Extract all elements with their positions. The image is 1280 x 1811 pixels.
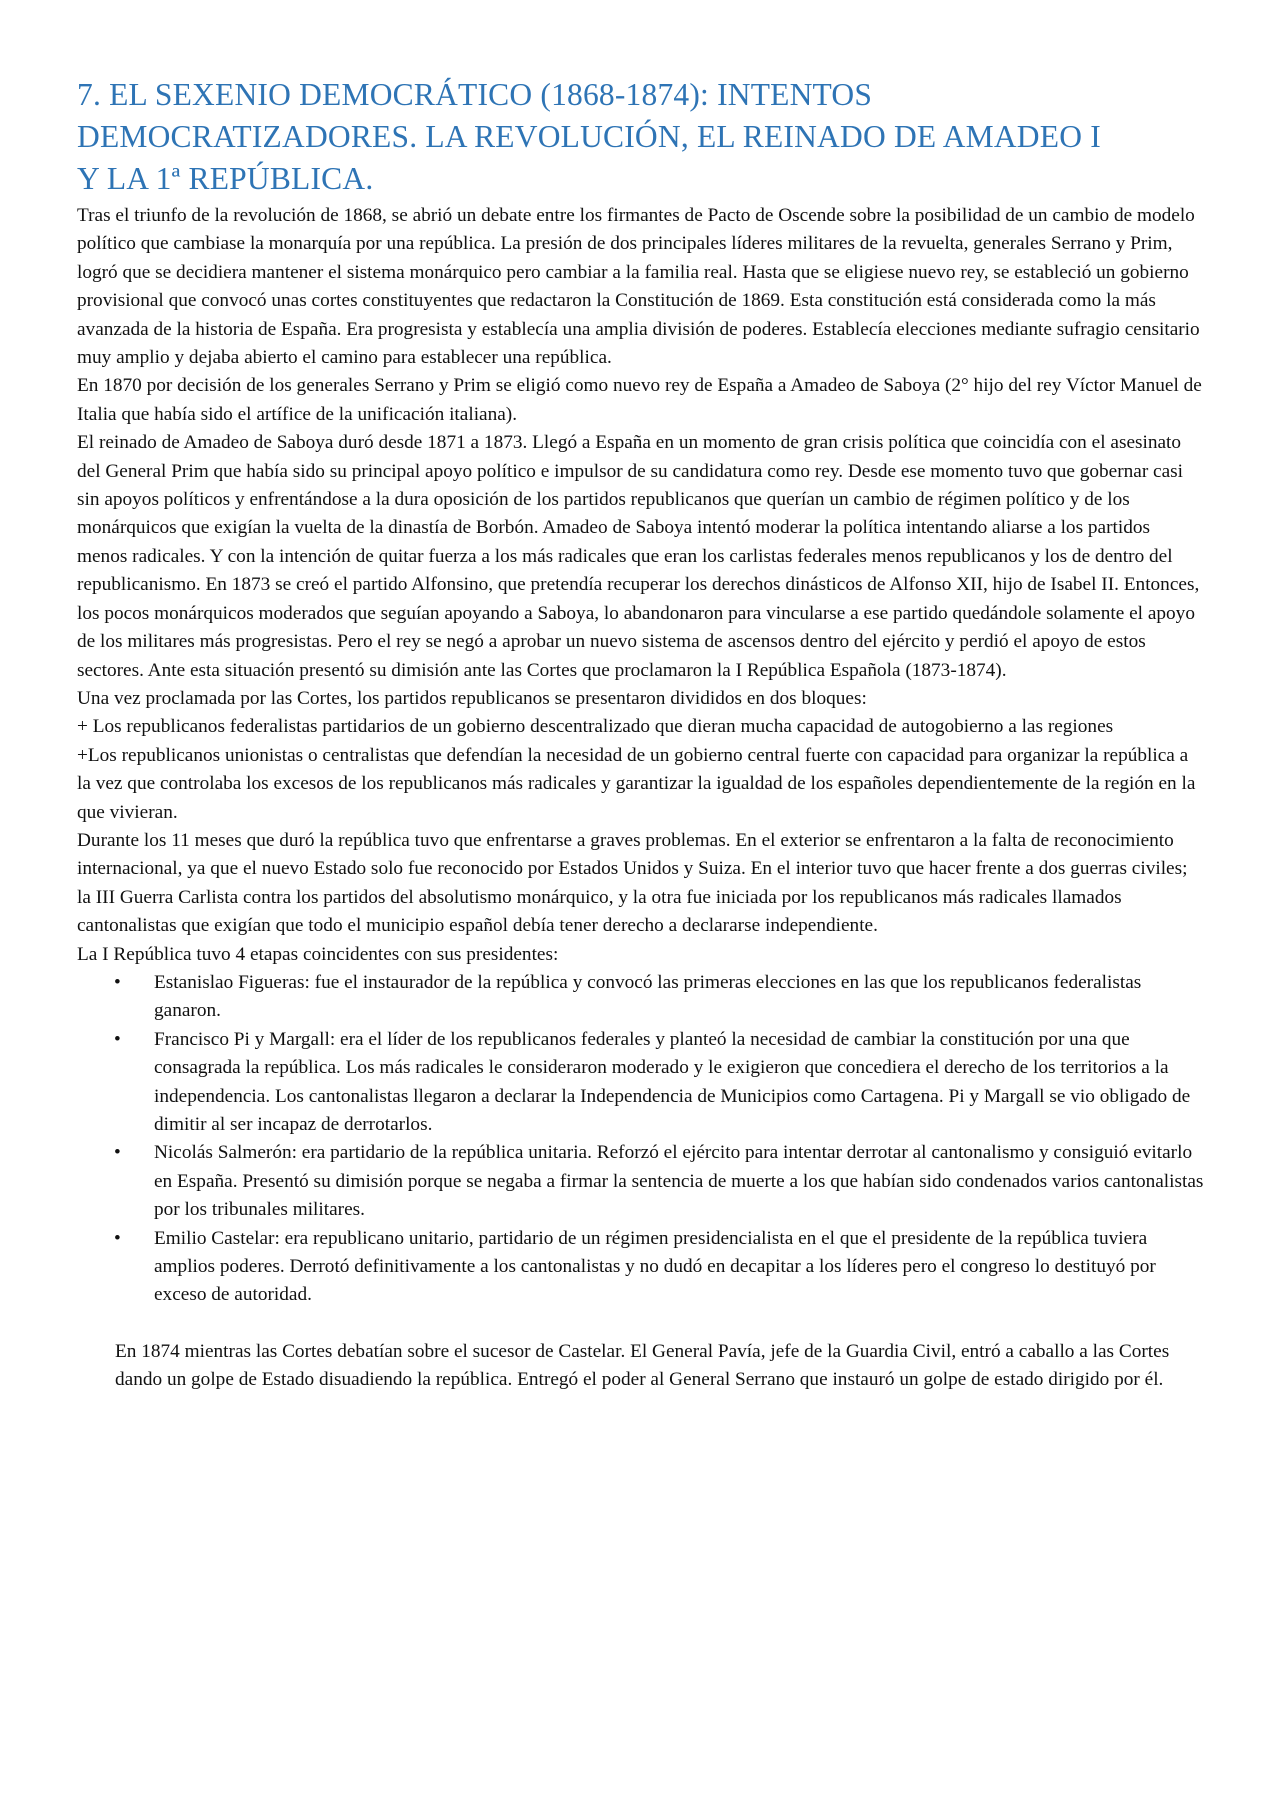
paragraph-stages-intro: La I República tuvo 4 etapas coincidentes con sus presidentes:	[77, 943, 559, 965]
title-line: 7. EL SEXENIO DEMOCRÁTICO (1868-1874): INTENTOS	[77, 77, 873, 112]
title-line: Y LA 1ª REPÚBLICA.	[77, 161, 374, 196]
paragraph-intro: Tras el triunfo de la revolución de 1868, se abrió un debate entre los firmantes de Pacto de Oscende sobre la posibilidad de un cambio de modelo político que cambiase la monarquía por una república. La presión de dos principales líderes militares de la revuelta, generales Serrano y Prim, logró que se decidiera mantener el sistema monárquico pero cambiar a la familia real. Hasta que se eligiese nuevo rey, se estableció un gobierno provisional que convocó unas cortes constituyentes que redactaron la Constitución de 1869. Esta constitución está considerada como la más avanzada de la historia de España. Era progresista y establecía una amplia división de poderes. Establecía elecciones mediante sufragio censitario muy amplio y dejaba abierto el camino para establecer una república.	[77, 205, 1200, 369]
paragraph-closing: En 1874 mientras las Cortes debatían sobre el sucesor de Castelar. El General Pavía, jefe de la Guardia Civil, entró a caballo a las Cortes dando un golpe de Estado disuadiendo la república. Entregó el poder al General Serrano que instauró un golpe de estado dirigido por él.	[115, 1340, 1170, 1391]
document-body	[77, 202, 1205, 1395]
bullet-icon: •	[114, 1028, 121, 1050]
paragraph-federalists: + Los republicanos federalistas partidarios de un gobierno descentralizado que dieran mucha capacidad de autogobierno a las regiones	[77, 716, 1114, 738]
document-page	[77, 74, 1205, 1395]
list-item-text: Francisco Pi y Margall: era el líder de los republicanos federales y planteó la necesidad de cambiar la constitución por una que consagrada la república. Los más radicales le consideraron moderado y le exigieron que concediera el derecho de los territorios a la independencia. Los cantonalistas llegaron a declarar la Independencia de Municipios como Cartagena. Pi y Margall se vio obligado de dimitir al ser incapaz de derrotarlos.	[154, 1028, 1191, 1135]
list-item	[77, 1225, 1205, 1310]
list-item-text: Emilio Castelar: era republicano unitario, partidario de un régimen presidencialista en el que el presidente de la república tuviera amplios poderes. Derrotó definitivamente a los cantonalistas y no dudó en decapitar a los líderes pero el congreso lo destituyó por exceso de autoridad.	[154, 1227, 1156, 1306]
list-item	[77, 969, 1205, 1026]
bullet-icon: •	[114, 1227, 121, 1249]
bullet-icon: •	[114, 971, 121, 993]
list-item-text: Nicolás Salmerón: era partidario de la república unitaria. Reforzó el ejército para intentar derrotar al cantonalismo y consiguió evitarlo en España. Presentó su dimisión porque se negaba a firmar la sentencia de muerte a los que habían sido condenados varios cantonalistas por los tribunales militares.	[154, 1142, 1204, 1221]
title-line: DEMOCRATIZADORES. LA REVOLUCIÓN, EL REINADO DE AMADEO I	[77, 119, 1101, 154]
list-item-text: Estanislao Figueras: fue el instaurador de la república y convocó las primeras elecciones en las que los republicanos federalistas ganaron.	[154, 971, 1142, 1022]
document-title	[77, 74, 1205, 200]
bullet-icon: •	[114, 1142, 121, 1164]
paragraph-amadeo-election: En 1870 por decisión de los generales Serrano y Prim se eligió como nuevo rey de España a Amadeo de Saboya (2° hijo del rey Víctor Manuel de Italia que había sido el artífice de la unificación italiana).	[77, 375, 1202, 425]
paragraph-problems: Durante los 11 meses que duró la república tuvo que enfrentarse a graves problemas. En el exterior se enfrentaron a la falta de reconocimiento internacional, ya que el nuevo Estado solo fue reconocido por Estados Unidos y Suiza. En el interior tuvo que hacer frente a dos guerras civiles; la III Guerra Carlista contra los partidos del absolutismo monárquico, y la otra fue iniciada por los republicanos más radicales llamados cantonalistas que exigían que todo el municipio español debía tener derecho a declararse independiente.	[77, 829, 1188, 937]
paragraph-unionists: +Los republicanos unionistas o centralistas que defendían la necesidad de un gobierno central fuerte con capacidad para organizar la república a la vez que controlaba los excesos de los republicanos más radicales y garantizar la igualdad de los españoles dependientemente de la región en la que vivieran.	[77, 744, 1196, 823]
presidents-list	[77, 969, 1205, 1310]
list-item	[77, 1026, 1205, 1140]
paragraph-amadeo-reign: El reinado de Amadeo de Saboya duró desde 1871 a 1873. Llegó a España en un momento de gran crisis política que coincidía con el asesinato del General Prim que había sido su principal apoyo político e impulsor de su candidatura como rey. Desde ese momento tuvo que gobernar casi sin apoyos políticos y enfrentándose a la dura oposición de los partidos republicanos que querían un cambio de régimen político y de los monárquicos que exigían la vuelta de la dinastía de Borbón. Amadeo de Saboya intentó moderar la política intentando aliarse a los partidos menos radicales. Y con la intención de quitar fuerza a los más radicales que eran los carlistas federales menos republicanos y los de dentro del republicanismo. En 1873 se creó el partido Alfonsino, que pretendía recuperar los derechos dinásticos de Alfonso XII, hijo de Isabel II. Entonces, los pocos monárquicos moderados que seguían apoyando a Saboya, lo abandonaron para vincularse a ese partido quedándole solamente el apoyo de los militares más progresistas. Pero el rey se negó a aprobar un nuevo sistema de ascensos dentro del ejército y perdió el apoyo de estos sectores. Ante esta situación presentó su dimisión ante las Cortes que proclamaron la I República Española (1873-1874).	[77, 432, 1200, 681]
paragraph-republic-blocks: Una vez proclamada por las Cortes, los partidos republicanos se presentaron divididos en dos bloques:	[77, 687, 867, 709]
list-item	[77, 1139, 1205, 1224]
